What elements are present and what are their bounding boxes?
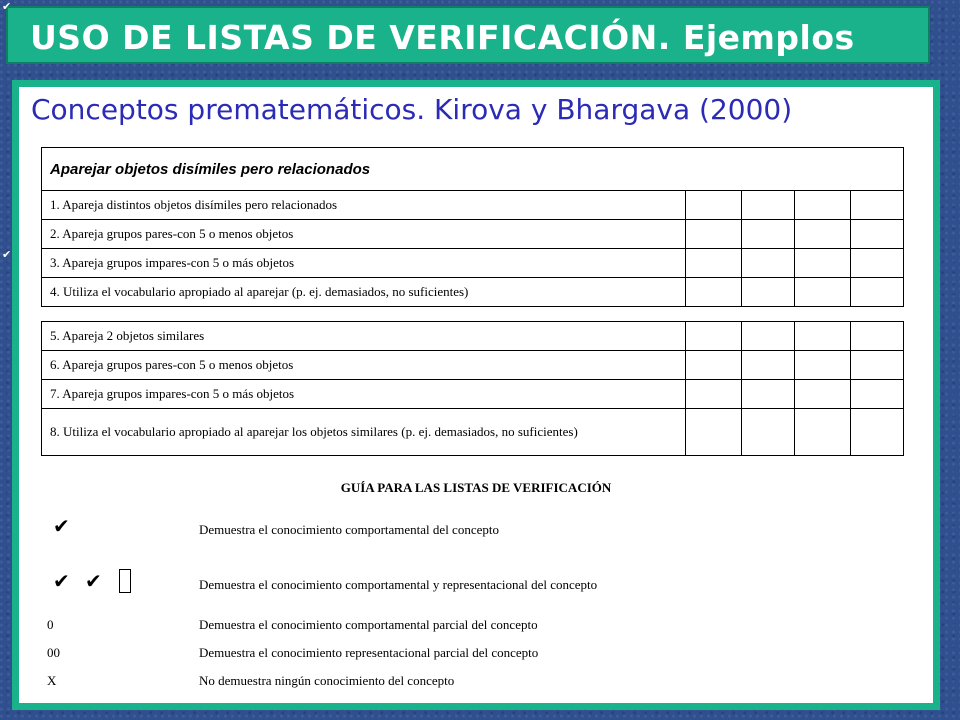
slide-title: USO DE LISTAS DE VERIFICACIÓN. Ejemplos	[30, 18, 855, 57]
check-cell[interactable]	[851, 322, 904, 351]
legend-symbol: 0	[47, 617, 54, 632]
table-cell-item: 7. Apareja grupos impares-con 5 o más objetos	[42, 380, 686, 409]
table-row	[42, 351, 904, 380]
table-row	[42, 278, 904, 307]
check-cell[interactable]	[795, 220, 851, 249]
legend-text: Demuestra el conocimiento comportamental parcial del concepto	[199, 617, 538, 632]
table-row	[42, 380, 904, 409]
check-cell[interactable]	[686, 249, 742, 278]
check-cell[interactable]	[742, 322, 795, 351]
title-bar	[6, 6, 930, 64]
check-cell[interactable]	[686, 278, 742, 307]
check-cell[interactable]	[686, 351, 742, 380]
check-cell[interactable]	[795, 351, 851, 380]
check-cell[interactable]	[742, 191, 795, 220]
check-cell[interactable]	[851, 220, 904, 249]
check-cell[interactable]	[742, 351, 795, 380]
table-cell-item: 1. Apareja distintos objetos disímiles pero relacionados	[42, 191, 686, 220]
check-cell[interactable]	[851, 191, 904, 220]
table-header-row	[42, 148, 904, 191]
content-panel	[12, 80, 940, 710]
table-cell-item: 2. Apareja grupos pares-con 5 o menos objetos	[42, 220, 686, 249]
checklist-table-2	[41, 321, 904, 456]
table-cell-item: 3. Apareja grupos impares-con 5 o más objetos	[42, 249, 686, 278]
check-icon: ✔	[85, 569, 102, 593]
check-cell[interactable]	[686, 380, 742, 409]
table-cell-item: 4. Utiliza el vocabulario apropiado al aparejar (p. ej. demasiados, no suficientes)	[42, 278, 686, 307]
table-row	[42, 220, 904, 249]
check-cell[interactable]	[851, 409, 904, 456]
legend-text: Demuestra el conocimiento comportamental del concepto	[199, 522, 499, 537]
table-cell-item: 6. Apareja grupos pares-con 5 o menos objetos	[42, 351, 686, 380]
checklist-table-1	[41, 147, 904, 307]
check-cell[interactable]	[851, 249, 904, 278]
check-cell[interactable]	[686, 322, 742, 351]
check-cell[interactable]	[742, 220, 795, 249]
table-row	[42, 191, 904, 220]
table-row	[42, 409, 904, 456]
missing-glyph-icon	[119, 569, 131, 593]
check-cell[interactable]	[795, 278, 851, 307]
table-cell-item: 8. Utiliza el vocabulario apropiado al aparejar los objetos similares (p. ej. demasiados, no suficientes)	[42, 409, 686, 456]
checkmark-bullet-icon: ✔	[2, 0, 12, 13]
check-cell[interactable]	[742, 278, 795, 307]
table-row	[42, 322, 904, 351]
check-cell[interactable]	[742, 249, 795, 278]
check-cell[interactable]	[851, 351, 904, 380]
legend-text: Demuestra el conocimiento comportamental y representacional del concepto	[199, 577, 598, 592]
check-icon: ✔	[53, 569, 70, 593]
table-cell-item: 5. Apareja 2 objetos similares	[42, 322, 686, 351]
guide-title: GUÍA PARA LAS LISTAS DE VERIFICACIÓN	[340, 480, 612, 495]
slide-subtitle: Conceptos prematemáticos. Kirova y Bhargava (2000)	[31, 93, 793, 126]
table-row	[42, 249, 904, 278]
check-cell[interactable]	[795, 409, 851, 456]
check-cell[interactable]	[742, 380, 795, 409]
check-cell[interactable]	[851, 278, 904, 307]
check-cell[interactable]	[686, 191, 742, 220]
legend-symbol: 00	[47, 645, 60, 660]
check-cell[interactable]	[686, 409, 742, 456]
legend-text: No demuestra ningún conocimiento del concepto	[199, 673, 455, 688]
check-icon: ✔	[53, 514, 70, 538]
check-cell[interactable]	[795, 380, 851, 409]
legend-symbol: X	[47, 673, 57, 688]
table-header: Aparejar objetos disímiles pero relacionados	[42, 148, 904, 191]
check-cell[interactable]	[795, 322, 851, 351]
check-cell[interactable]	[851, 380, 904, 409]
legend-text: Demuestra el conocimiento representacional parcial del concepto	[199, 645, 539, 660]
check-cell[interactable]	[686, 220, 742, 249]
check-cell[interactable]	[742, 409, 795, 456]
check-cell[interactable]	[795, 191, 851, 220]
check-cell[interactable]	[795, 249, 851, 278]
checkmark-bullet-icon: ✔	[2, 248, 12, 261]
